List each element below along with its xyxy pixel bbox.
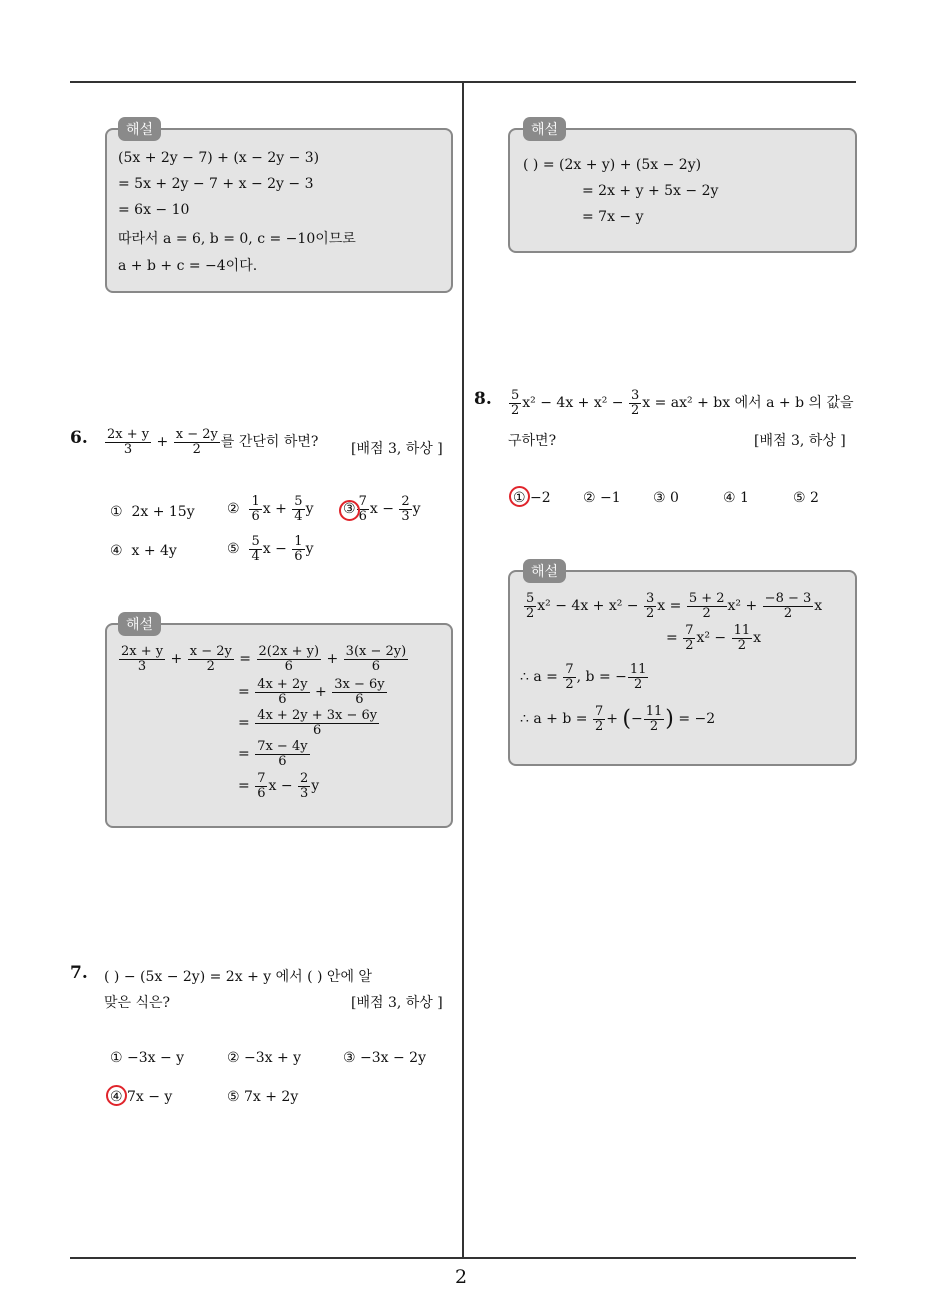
q6-choice-1[interactable] <box>110 504 195 520</box>
question-8-stem: $\frac{5}{2}$ x² − 4x + x² − $\frac{3}{2}$ x = ax² + bx 에서 a + b 의 값을 <box>511 388 854 418</box>
q6-choice-2[interactable]: ② $\frac{1}{6}$ x + $\frac{5}{4}$ y <box>227 494 314 524</box>
q7-choice-3[interactable]: ③ −3x − 2y <box>343 1050 426 1066</box>
q6-choice-3[interactable]: ③ $\frac{7}{6}$ x − $\frac{2}{3}$ y <box>343 494 421 524</box>
sol5-line-3: = 6x − 10 <box>118 202 190 218</box>
question-6-meta: [배점 3, 하상 ] <box>351 441 443 457</box>
column-divider <box>462 83 464 1259</box>
solution-tag: 해설 <box>523 117 566 141</box>
choice-value: x + 4y <box>131 543 177 559</box>
sol7-line-2: = 2x + y + 5x − 2y <box>582 183 719 199</box>
q7-choice-2[interactable]: ② −3x + y <box>227 1050 302 1066</box>
sol7-line-3: = 7x − y <box>582 209 644 225</box>
sol6-line-5: = $\frac{7}{6}$ x − $\frac{2}{3}$ y <box>238 771 320 801</box>
q8-choice-5[interactable]: ⑤ 2 <box>793 490 819 506</box>
sol6-line-1: $\frac{2x + y}{3}$ + $\frac{x - 2y}{2}$ = $\frac{2(2x + y)}{6}$ + $\frac{3(x - 2y)}{6}$ <box>121 644 407 674</box>
question-8-meta: [배점 3, 하상 ] <box>754 433 846 449</box>
q8-choice-2[interactable]: ② −1 <box>583 490 621 506</box>
q7-choice-5[interactable]: ⑤ 7x + 2y <box>227 1089 299 1105</box>
q6-choice-4[interactable] <box>110 543 177 559</box>
sol5-line-4: 따라서 a = 6, b = 0, c = −10이므로 <box>118 231 356 247</box>
sol8-line-4: ∴ a + b = $\frac{7}{2}$ + (− $\frac{11}{2}$ ) = −2 <box>520 704 716 734</box>
question-8-stem-2: 구하면? <box>508 433 557 449</box>
question-7-number: 7. <box>70 963 88 983</box>
answer-mark <box>509 486 530 507</box>
solution-tag: 해설 <box>523 559 566 583</box>
q7-choice-1[interactable]: ① −3x − y <box>110 1050 185 1066</box>
q6-choice-5[interactable]: ⑤ $\frac{5}{4}$ x − $\frac{1}{6}$ y <box>227 534 314 564</box>
choice-marker: ⑤ <box>227 541 240 558</box>
question-6-number: 6. <box>70 428 88 448</box>
question-7-stem: ( ) − (5x − 2y) = 2x + y 에서 ( ) 안에 알 <box>104 969 372 985</box>
question-7-stem-2: 맞은 식은? <box>104 995 171 1011</box>
sol5-line-5: a + b + c = −4이다. <box>118 258 258 274</box>
question-6-stem-tail: 를 간단히 하면? <box>220 434 319 451</box>
answer-mark <box>339 500 360 521</box>
sol8-line-2: = $\frac{7}{2}$ x² − $\frac{11}{2}$ x <box>666 623 762 653</box>
sol7-line-1: ( ) = (2x + y) + (5x − 2y) <box>523 157 702 173</box>
sol5-line-2: = 5x + 2y − 7 + x − 2y − 3 <box>118 176 314 192</box>
solution-tag: 해설 <box>118 612 161 636</box>
sol6-line-3: = $\frac{4x + 2y + 3x - 6y}{6}$ <box>238 708 378 738</box>
answer-mark <box>106 1085 127 1106</box>
choice-marker: ③ <box>343 501 356 518</box>
choice-marker: ② <box>227 501 240 518</box>
sol6-line-4: = $\frac{7x - 4y}{6}$ <box>238 739 308 769</box>
choice-value: 2x + 15y <box>131 504 195 520</box>
sol6-num-1: 2(2x + y) <box>258 644 320 659</box>
solution-tag: 해설 <box>118 117 161 141</box>
question-6-stem: $\frac{2x + y}{3}$ + $\frac{x - 2y}{2}$ 를 간단히 하면? <box>107 427 319 457</box>
q7-choice-4[interactable]: ④ 7x − y <box>110 1089 173 1105</box>
sol5-line-1: (5x + 2y − 7) + (x − 2y − 3) <box>118 150 320 166</box>
q8-choice-1[interactable]: ① −2 <box>513 490 551 506</box>
choice-marker: ④ <box>110 543 123 559</box>
q8-choice-3[interactable]: ③ 0 <box>653 490 679 506</box>
choice-marker: ① <box>110 504 123 520</box>
question-8-number: 8. <box>474 389 492 409</box>
q8-choice-4[interactable]: ④ 1 <box>723 490 749 506</box>
page-number: 2 <box>455 1266 468 1288</box>
sol8-line-1: $\frac{5}{2}$ x² − 4x + x² − $\frac{3}{2}$ x = $\frac{5 + 2}{2}$ x² + $\frac{-8 - 3}{2}$ x <box>526 591 823 621</box>
question-7-meta: [배점 3, 하상 ] <box>351 995 443 1011</box>
sol6-line-2: = $\frac{4x + 2y}{6}$ + $\frac{3x - 6y}{6}$ <box>238 677 385 707</box>
bottom-rule <box>70 1257 856 1259</box>
sol8-line-3: ∴ a = $\frac{7}{2}$ , b = − $\frac{11}{2}$ <box>520 662 647 692</box>
